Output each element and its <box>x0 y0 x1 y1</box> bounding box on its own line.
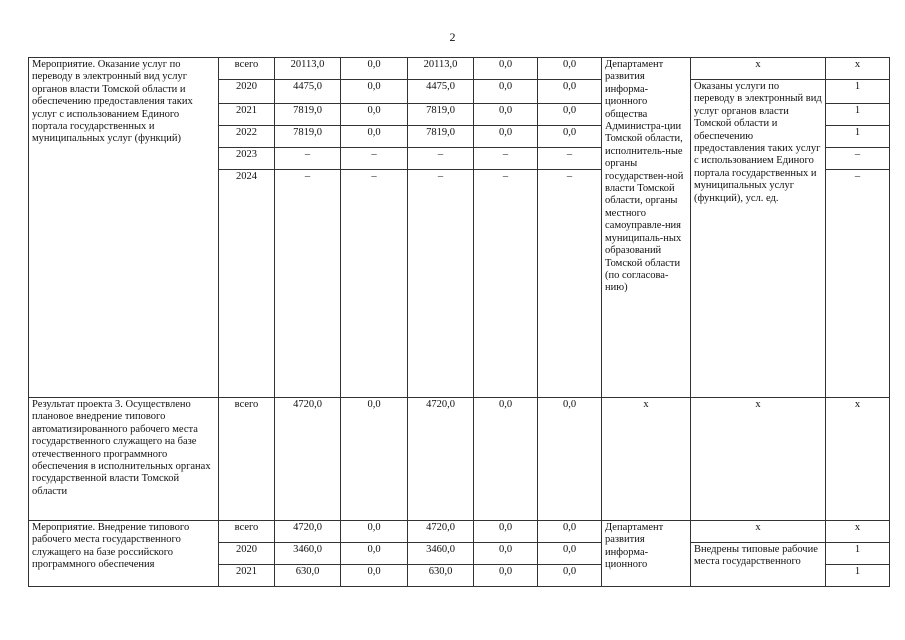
value-cell: – <box>275 148 341 170</box>
value-cell: 0,0 <box>474 398 538 521</box>
value-cell: 4720,0 <box>275 398 341 521</box>
value-cell: 20113,0 <box>275 58 341 80</box>
activity-name: Мероприятие. Внедрение типового рабочего места государственного служащего на базе российского программного обеспечения <box>29 521 219 587</box>
value-cell: 0,0 <box>538 126 602 148</box>
value-cell: 0,0 <box>341 565 408 587</box>
value-cell: – <box>341 170 408 398</box>
year-cell: 2022 <box>219 126 275 148</box>
value-cell: 0,0 <box>341 521 408 543</box>
table-row <box>29 521 890 543</box>
value-cell: 0,0 <box>538 398 602 521</box>
value-cell: 4475,0 <box>408 80 474 104</box>
year-cell: 2021 <box>219 104 275 126</box>
indicator-text: Внедрены типовые рабочие места государственного <box>691 543 826 587</box>
year-cell: всего <box>219 58 275 80</box>
year-cell: 2020 <box>219 543 275 565</box>
value-cell: – <box>408 148 474 170</box>
value-cell: – <box>275 170 341 398</box>
value-cell: 7819,0 <box>275 104 341 126</box>
value-cell: – <box>538 170 602 398</box>
year-cell: всего <box>219 521 275 543</box>
activity-name: Мероприятие. Оказание услуг по переводу в электронный вид услуг органов власти Томской области и обеспечению предоставления таких услуг с использованием Единого портала государственных и муниципальных услуг (функций) <box>29 58 219 398</box>
value-cell: 0,0 <box>474 126 538 148</box>
target-cell: x <box>826 521 890 543</box>
value-cell: 0,0 <box>474 80 538 104</box>
value-cell: 4475,0 <box>275 80 341 104</box>
program-table <box>28 57 890 587</box>
value-cell: 0,0 <box>538 80 602 104</box>
indicator-cell: x <box>691 521 826 543</box>
value-cell: – <box>474 148 538 170</box>
value-cell: – <box>408 170 474 398</box>
value-cell: 0,0 <box>538 58 602 80</box>
value-cell: 0,0 <box>474 58 538 80</box>
target-cell: x <box>826 398 890 521</box>
indicator-cell: x <box>691 58 826 80</box>
value-cell: – <box>538 148 602 170</box>
project-result-name: Результат проекта 3. Осуществлено плановое внедрение типового автоматизированного рабочего места государственного служащего на базе отечественного программного обеспечения в исполнительных органах государственной власти Томской области <box>29 398 219 521</box>
target-cell: 1 <box>826 565 890 587</box>
year-cell: 2021 <box>219 565 275 587</box>
value-cell: – <box>474 170 538 398</box>
table-row <box>29 398 890 521</box>
value-cell: 0,0 <box>341 80 408 104</box>
value-cell: 7819,0 <box>275 126 341 148</box>
value-cell: 0,0 <box>474 565 538 587</box>
value-cell: 0,0 <box>538 104 602 126</box>
responsible-org: x <box>602 398 691 521</box>
value-cell: 0,0 <box>341 398 408 521</box>
responsible-org: Департамент развития информа-ционного общества Администра-ции Томской области, исполнитель-ные органы государствен-ной власти Томской области, органы местного самоуправле-ния муниципаль-ных образований Томской области (по согласова-нию) <box>602 58 691 398</box>
value-cell: 3460,0 <box>408 543 474 565</box>
value-cell: 0,0 <box>341 104 408 126</box>
value-cell: 0,0 <box>474 543 538 565</box>
year-cell: 2020 <box>219 80 275 104</box>
target-cell: 1 <box>826 126 890 148</box>
value-cell: 0,0 <box>341 58 408 80</box>
value-cell: 4720,0 <box>408 521 474 543</box>
value-cell: 7819,0 <box>408 126 474 148</box>
value-cell: 0,0 <box>341 543 408 565</box>
indicator-text: Оказаны услуги по переводу в электронный вид услуг органов власти Томской области и обеспечению предоставления таких услуг с использованием Единого портала государственных и муниципальных услуг (функций), усл. ед. <box>691 80 826 398</box>
value-cell: 3460,0 <box>275 543 341 565</box>
indicator-cell: x <box>691 398 826 521</box>
value-cell: 20113,0 <box>408 58 474 80</box>
target-cell: – <box>826 148 890 170</box>
value-cell: 4720,0 <box>408 398 474 521</box>
page-number: 2 <box>449 30 456 44</box>
value-cell: – <box>341 148 408 170</box>
value-cell: 0,0 <box>538 521 602 543</box>
value-cell: 630,0 <box>275 565 341 587</box>
value-cell: 0,0 <box>474 521 538 543</box>
target-cell: 1 <box>826 80 890 104</box>
value-cell: 0,0 <box>474 104 538 126</box>
value-cell: 7819,0 <box>408 104 474 126</box>
year-cell: 2024 <box>219 170 275 398</box>
target-cell: 1 <box>826 543 890 565</box>
responsible-org: Департамент развития информа-ционного <box>602 521 691 587</box>
table-row <box>29 58 890 80</box>
year-cell: 2023 <box>219 148 275 170</box>
value-cell: 0,0 <box>538 543 602 565</box>
year-cell: всего <box>219 398 275 521</box>
target-cell: – <box>826 170 890 398</box>
target-cell: x <box>826 58 890 80</box>
value-cell: 0,0 <box>341 126 408 148</box>
value-cell: 0,0 <box>538 565 602 587</box>
value-cell: 630,0 <box>408 565 474 587</box>
value-cell: 4720,0 <box>275 521 341 543</box>
target-cell: 1 <box>826 104 890 126</box>
